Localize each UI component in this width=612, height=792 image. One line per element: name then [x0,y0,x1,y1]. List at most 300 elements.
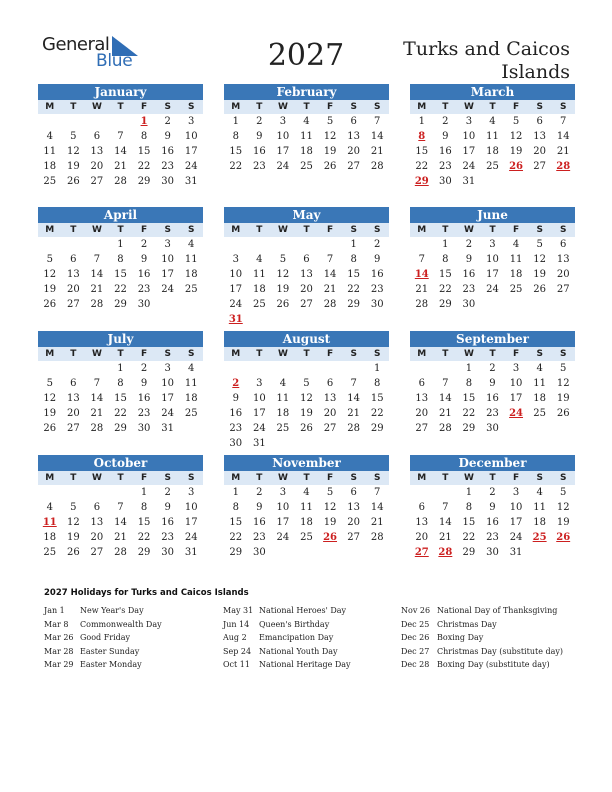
weekday-label: T [489,225,496,235]
holiday-row [401,631,563,645]
empty-day-cell [295,237,319,252]
day-cell: 14 [438,393,452,404]
day-cell: 28 [438,423,452,434]
day-cell: 25 [184,284,198,295]
weekday-header [38,347,203,361]
holidays-title: 2027 Holidays for Turks and Caicos Islands [44,588,249,598]
holiday-date: Nov 26 [401,606,431,615]
day-cell: 12 [66,146,80,157]
day-cell: 11 [533,378,546,389]
day-cell: 2 [489,363,496,374]
day-cell: 11 [509,254,523,265]
day-cell: 24 [509,532,523,543]
weekday-label: M [231,102,241,112]
weekday-label: S [188,473,195,483]
day-cell: 4 [536,363,543,374]
day-cell: 28 [114,176,127,187]
month-november [224,455,389,560]
day-cell: 3 [188,116,195,127]
day-cell: 3 [164,363,171,374]
month-title: June [410,207,575,223]
weekday-label: T [303,473,310,483]
weekday-label: T [442,473,449,483]
weekday-label: S [374,473,381,483]
weekday-label: S [164,349,171,359]
holiday-day-cell: 1 [140,116,148,127]
day-cell: 10 [184,131,198,142]
day-cell: 4 [256,254,263,265]
month-may [224,207,389,327]
day-cell: 23 [462,284,476,295]
day-cell: 29 [370,423,384,434]
day-cell: 17 [462,146,476,157]
day-cell: 7 [93,378,101,389]
weekday-label: M [417,473,427,483]
month-title: April [38,207,203,223]
day-cell: 8 [442,254,449,265]
weekday-header [38,100,203,114]
day-cell: 10 [184,502,198,513]
day-cell: 3 [512,487,520,498]
day-cell: 6 [418,378,425,389]
day-cell: 16 [462,269,476,280]
day-cell: 19 [66,161,80,172]
day-cell: 6 [326,378,334,389]
weekday-label: F [327,225,334,235]
month-april [38,207,203,312]
logo-word-general: General [42,34,110,55]
day-cell: 7 [117,502,124,513]
day-cell: 11 [533,502,546,513]
holiday-date: Mar 29 [44,660,74,670]
holiday-name: National Heroes' Day [259,606,347,615]
holiday-date: May 31 [223,606,254,615]
day-cell: 21 [114,161,127,172]
day-cell: 18 [300,146,313,157]
day-cell: 9 [465,254,473,265]
day-cell: 16 [252,517,266,528]
weekday-label: T [442,349,449,359]
day-cell: 27 [556,284,570,295]
day-cell: 23 [161,532,174,543]
holiday-column [401,604,563,672]
weekday-label: T [303,225,310,235]
day-cell: 8 [465,378,473,389]
day-cell: 15 [137,146,151,157]
weekday-label: T [442,225,449,235]
day-cell: 18 [43,161,57,172]
weekday-label: S [536,102,543,112]
day-cell: 17 [161,393,174,404]
weekday-label: S [536,473,543,483]
month-january [38,84,203,189]
holiday-name: Easter Sunday [80,646,140,656]
day-cell: 25 [43,547,57,558]
weekday-label: F [141,102,148,112]
day-cell: 15 [438,269,452,280]
day-cell: 16 [486,517,499,528]
weekday-label: T [256,349,263,359]
day-cell: 20 [415,408,429,419]
holiday-row [44,645,162,659]
day-cell: 2 [256,487,263,498]
day-cell: 28 [415,299,429,310]
weekday-label: S [536,349,543,359]
day-cell: 29 [114,423,127,434]
day-cell: 25 [43,176,57,187]
day-cell: 11 [252,269,266,280]
day-grid [410,361,575,436]
empty-day-cell [85,485,109,500]
weekday-label: F [327,473,334,483]
day-cell: 4 [512,239,520,250]
day-cell: 6 [536,116,543,127]
day-cell: 23 [370,284,384,295]
day-cell: 24 [184,532,198,543]
day-cell: 18 [509,269,523,280]
weekday-header [224,471,389,485]
day-cell: 25 [252,299,266,310]
weekday-label: M [231,225,241,235]
day-cell: 15 [114,269,127,280]
empty-day-cell [62,114,86,129]
holiday-name: Commonwealth Day [80,619,162,629]
day-cell: 24 [276,532,290,543]
day-cell: 20 [300,284,313,295]
day-cell: 2 [140,363,148,374]
weekday-header [410,100,575,114]
month-title: August [224,331,389,347]
calendar-year: 2027 [267,38,345,73]
day-cell: 4 [188,239,195,250]
holiday-day-cell: 26 [323,532,338,543]
day-cell: 30 [438,176,452,187]
month-title: May [224,207,389,223]
day-cell: 10 [276,502,290,513]
day-cell: 5 [46,254,53,265]
empty-day-cell [38,361,62,376]
day-cell: 5 [560,363,567,374]
day-cell: 12 [323,131,337,142]
day-cell: 15 [229,146,243,157]
weekday-label: M [45,102,55,112]
day-cell: 25 [300,532,313,543]
day-cell: 12 [556,502,570,513]
day-cell: 12 [276,269,290,280]
logo-word-blue: Blue [96,51,133,71]
holiday-name: Good Friday [80,633,131,643]
day-cell: 14 [370,502,384,513]
day-cell: 2 [442,116,449,127]
month-december [410,455,575,560]
holiday-name: Emancipation Day [259,633,334,643]
day-cell: 4 [46,131,53,142]
holiday-column [44,604,162,672]
day-cell: 12 [66,517,80,528]
weekday-label: T [117,225,124,235]
day-cell: 1 [418,116,425,127]
day-cell: 21 [438,532,452,543]
day-cell: 2 [164,487,171,498]
day-cell: 24 [276,161,290,172]
day-cell: 27 [347,532,360,543]
day-cell: 27 [533,161,546,172]
day-cell: 18 [184,269,198,280]
day-cell: 11 [300,131,313,142]
day-cell: 27 [415,423,429,434]
day-cell: 16 [229,408,243,419]
empty-day-cell [295,361,319,376]
weekday-label: S [188,102,195,112]
day-cell: 5 [536,239,543,250]
day-cell: 21 [114,532,127,543]
holiday-row [44,631,162,645]
day-cell: 8 [140,502,148,513]
day-grid [38,485,203,560]
day-cell: 19 [300,408,313,419]
day-cell: 4 [279,378,287,389]
day-cell: 16 [161,517,174,528]
weekday-header [224,223,389,237]
day-cell: 5 [326,116,334,127]
day-cell: 31 [462,176,476,187]
day-cell: 15 [114,393,127,404]
empty-day-cell [62,237,86,252]
day-cell: 1 [117,363,124,374]
day-cell: 17 [184,517,198,528]
day-cell: 20 [533,146,546,157]
weekday-label: W [463,225,474,235]
day-cell: 9 [140,254,148,265]
day-cell: 30 [486,547,499,558]
day-cell: 20 [347,146,360,157]
day-cell: 26 [66,547,80,558]
day-cell: 16 [438,146,452,157]
day-cell: 4 [489,116,496,127]
empty-day-cell [342,361,366,376]
month-october [38,455,203,560]
day-cell: 17 [509,517,523,528]
month-title: March [410,84,575,100]
day-cell: 24 [462,161,476,172]
day-cell: 18 [43,532,57,543]
day-cell: 5 [70,502,77,513]
weekday-label: T [442,102,449,112]
day-cell: 11 [184,254,198,265]
day-cell: 28 [370,161,384,172]
day-cell: 1 [465,487,473,498]
day-cell: 7 [350,378,357,389]
day-cell: 10 [462,131,476,142]
day-cell: 2 [164,116,171,127]
day-cell: 23 [438,161,452,172]
day-cell: 27 [323,423,337,434]
day-cell: 10 [509,502,523,513]
day-cell: 9 [256,502,263,513]
empty-day-cell [224,361,248,376]
holiday-name: Christmas Day (substitute day) [437,646,563,656]
day-cell: 20 [415,532,429,543]
weekday-label: S [560,225,567,235]
day-cell: 13 [347,131,360,142]
day-cell: 7 [93,254,101,265]
day-cell: 7 [560,116,567,127]
day-cell: 14 [370,131,384,142]
day-cell: 31 [184,547,198,558]
weekday-label: W [91,349,102,359]
day-cell: 25 [533,408,546,419]
day-cell: 21 [323,284,337,295]
day-cell: 9 [374,254,381,265]
day-cell: 30 [161,176,174,187]
day-cell: 10 [252,393,266,404]
weekday-label: T [117,102,124,112]
day-cell: 23 [137,408,151,419]
empty-day-cell [224,237,248,252]
day-cell: 8 [232,502,239,513]
day-cell: 10 [509,378,523,389]
day-cell: 28 [323,299,337,310]
day-cell: 6 [560,239,567,250]
day-cell: 17 [229,284,243,295]
day-cell: 25 [276,423,290,434]
day-cell: 1 [350,239,357,250]
day-cell: 13 [66,269,80,280]
day-cell: 1 [442,239,449,250]
weekday-label: T [489,102,496,112]
day-cell: 28 [114,547,127,558]
day-cell: 9 [442,131,449,142]
day-cell: 19 [323,146,337,157]
weekday-label: W [91,102,102,112]
day-cell: 26 [533,284,546,295]
weekday-label: S [560,473,567,483]
day-cell: 27 [66,299,80,310]
day-cell: 27 [90,176,104,187]
holiday-date: Mar 28 [44,646,74,656]
holiday-day-cell: 26 [509,161,524,172]
day-cell: 3 [512,363,520,374]
day-cell: 8 [117,254,124,265]
empty-day-cell [85,361,109,376]
weekday-label: S [188,349,195,359]
weekday-label: F [513,225,520,235]
day-cell: 14 [556,131,570,142]
day-cell: 14 [323,269,337,280]
empty-day-cell [318,361,342,376]
holiday-name: Boxing Day [437,633,484,643]
empty-day-cell [38,485,62,500]
weekday-label: M [231,473,241,483]
day-cell: 28 [90,423,104,434]
day-cell: 23 [229,423,243,434]
day-cell: 28 [347,423,360,434]
day-cell: 23 [161,161,174,172]
empty-day-cell [85,237,109,252]
day-cell: 9 [164,502,171,513]
day-cell: 27 [66,423,80,434]
day-cell: 30 [252,547,266,558]
holiday-name: Christmas Day [437,619,497,629]
day-cell: 21 [90,284,104,295]
day-cell: 18 [533,393,546,404]
weekday-label: T [70,225,77,235]
weekday-label: S [536,225,543,235]
weekday-label: T [70,102,77,112]
weekday-header [224,100,389,114]
holiday-day-cell: 28 [438,547,453,558]
holiday-date: Oct 11 [223,660,250,670]
day-cell: 2 [489,487,496,498]
weekday-label: T [489,473,496,483]
day-cell: 11 [184,378,198,389]
day-cell: 3 [279,487,287,498]
weekday-label: S [560,349,567,359]
day-cell: 17 [276,517,290,528]
holiday-row [223,604,351,618]
day-cell: 13 [90,517,104,528]
day-cell: 19 [66,532,80,543]
day-cell: 14 [90,269,104,280]
day-cell: 18 [252,284,266,295]
weekday-label: F [141,225,148,235]
day-cell: 5 [303,378,310,389]
day-cell: 16 [370,269,384,280]
day-grid [410,114,575,189]
empty-day-cell [109,485,133,500]
day-cell: 4 [303,487,310,498]
day-grid [224,485,389,560]
holiday-date: Sep 24 [223,646,252,656]
day-cell: 12 [323,502,337,513]
day-cell: 25 [486,161,499,172]
day-cell: 2 [465,239,473,250]
weekday-label: M [45,349,55,359]
empty-day-cell [434,361,458,376]
weekday-label: S [350,349,357,359]
day-cell: 18 [184,393,198,404]
holiday-row [223,631,351,645]
day-cell: 21 [556,146,570,157]
day-cell: 23 [137,284,151,295]
day-cell: 25 [509,284,523,295]
weekday-label: M [45,225,55,235]
day-cell: 30 [462,299,476,310]
day-cell: 20 [90,161,104,172]
day-cell: 12 [556,378,570,389]
day-cell: 2 [374,239,381,250]
day-cell: 15 [415,146,429,157]
day-cell: 19 [509,146,523,157]
day-cell: 1 [374,363,381,374]
day-cell: 4 [46,502,53,513]
day-cell: 19 [556,517,570,528]
holiday-row [223,658,351,672]
day-cell: 23 [486,408,499,419]
day-cell: 1 [117,239,124,250]
day-cell: 12 [533,254,546,265]
holiday-name: National Day of Thanksgiving [437,606,558,615]
weekday-label: S [350,225,357,235]
day-cell: 7 [442,378,449,389]
day-cell: 24 [486,284,499,295]
weekday-header [224,347,389,361]
empty-day-cell [318,237,342,252]
holiday-name: Boxing Day (substitute day) [437,660,550,670]
day-cell: 16 [486,393,499,404]
day-cell: 9 [489,378,496,389]
day-grid [38,237,203,312]
